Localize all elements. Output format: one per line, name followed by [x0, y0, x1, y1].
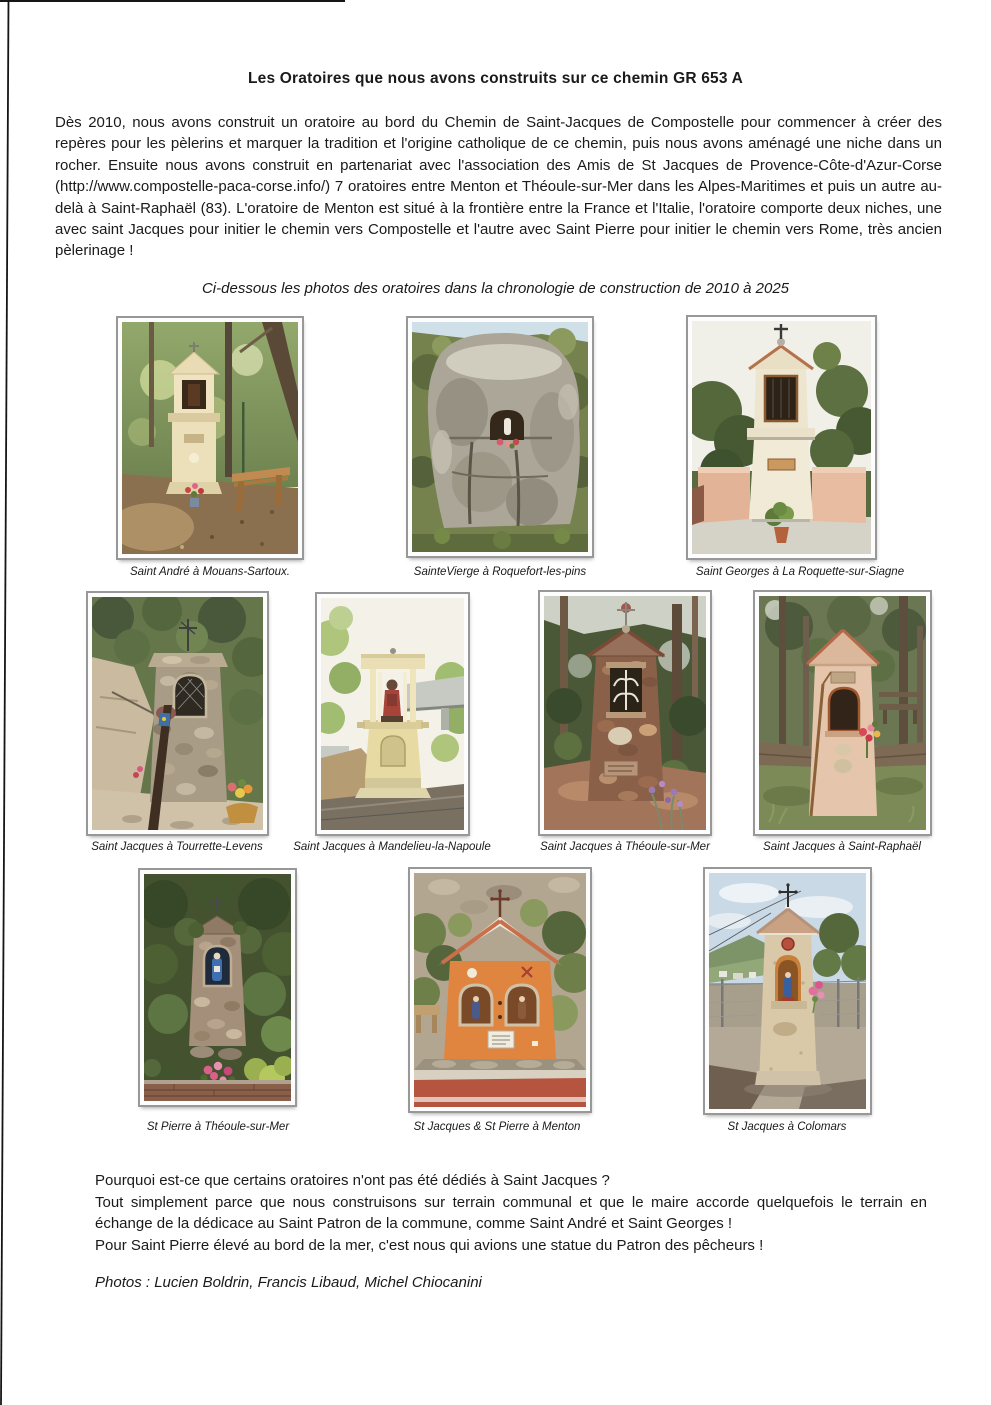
photo-image — [144, 874, 291, 1101]
photo-image — [321, 598, 464, 830]
photo-caption: SainteVierge à Roquefort-les-pins — [413, 566, 587, 578]
photo-image — [544, 596, 706, 830]
photo-caption: Saint Jacques à Saint-Raphaël — [763, 841, 921, 853]
page-title: Les Oratoires que nous avons construits sur ce chemin GR 653 A — [247, 70, 744, 87]
photo-image — [759, 596, 926, 830]
photo-image — [92, 597, 263, 830]
qa-answer: Tout simplement parce que nous construisons sur terrain communal et que le maire accorde quelquefois le terrain en échange de la dédicace au Saint Patron de la commune, comme Saint André et Saint Georges ! — [95, 1193, 927, 1232]
qa-question: Pourquoi est-ce que certains oratoires n'ont pas été dédiés à Saint Jacques ? — [95, 1172, 610, 1189]
photo-saint-andre-mouans-sartoux — [118, 318, 302, 558]
photo-caption: St Pierre à Théoule-sur-Mer — [146, 1121, 290, 1133]
photo-caption: Saint André à Mouans-Sartoux. — [129, 566, 291, 578]
gallery-heading: Ci-dessous les photos des oratoires dans la chronologie de construction de 2010 à 2025 — [201, 280, 790, 297]
photo-saint-jacques-theoule — [540, 592, 710, 834]
photo-saint-jacques-saint-raphael — [755, 592, 930, 834]
photo-st-jacques-colomars — [705, 869, 870, 1113]
photo-image — [122, 322, 298, 554]
intro-paragraph: Dès 2010, nous avons construit un oratoire au bord du Chemin de Saint-Jacques de Compostelle pour commencer à créer des repères pour les pèlerins et marquer la tradition et l'origine catholique de ce chemin, puis nous avons aménagé une niche dans un rocher. Ensuite nous avons construit en partenariat avec l'association des Amis de St Jacques de Provence-Côte-d'Azur-Corse (http://www.compostelle-paca-corse.info/) 7 oratoires entre Menton et Théoule-sur-Mer dans les Alpes-Maritimes et puis un autre au-delà à Saint-Raphaël (83). L'oratoire de Menton est situé à la frontière entre la France et l'Italie, l'oratoire comporte deux niches, une avec saint Jacques pour initier le chemin vers Compostelle et l'autre avec Saint Pierre pour initier le chemin vers Rome, très ancien pèlerinage ! — [55, 114, 942, 260]
photo-image — [414, 873, 586, 1107]
photo-saint-georges-la-roquette — [688, 317, 875, 558]
photo-sainte-vierge-roquefort — [408, 318, 592, 556]
photo-credits: Photos : Lucien Boldrin, Francis Libaud, Michel Chiocanini — [95, 1274, 482, 1291]
photo-caption: Saint Jacques à Théoule-sur-Mer — [540, 841, 710, 853]
photo-image — [709, 873, 866, 1109]
photo-saint-jacques-mandelieu — [317, 594, 468, 834]
photo-image — [692, 321, 871, 554]
photo-caption: Saint Georges à La Roquette-sur-Siagne — [695, 566, 905, 578]
photo-image — [412, 322, 588, 552]
photo-caption: Saint Jacques à Tourrette-Levens — [91, 841, 263, 853]
photo-caption: St Jacques à Colomars — [727, 1121, 847, 1133]
photo-st-pierre-theoule — [140, 870, 295, 1105]
photo-caption: St Jacques & St Pierre à Menton — [413, 1121, 581, 1133]
photo-st-jacques-st-pierre-menton — [410, 869, 590, 1111]
qa-block — [95, 1170, 927, 1256]
photo-saint-jacques-tourrette-levens — [88, 593, 267, 834]
photo-caption: Saint Jacques à Mandelieu-la-Napoule — [293, 841, 491, 853]
qa-note: Pour Saint Pierre élevé au bord de la mer, c'est nous qui avions une statue du Patron des pêcheurs ! — [95, 1236, 764, 1254]
